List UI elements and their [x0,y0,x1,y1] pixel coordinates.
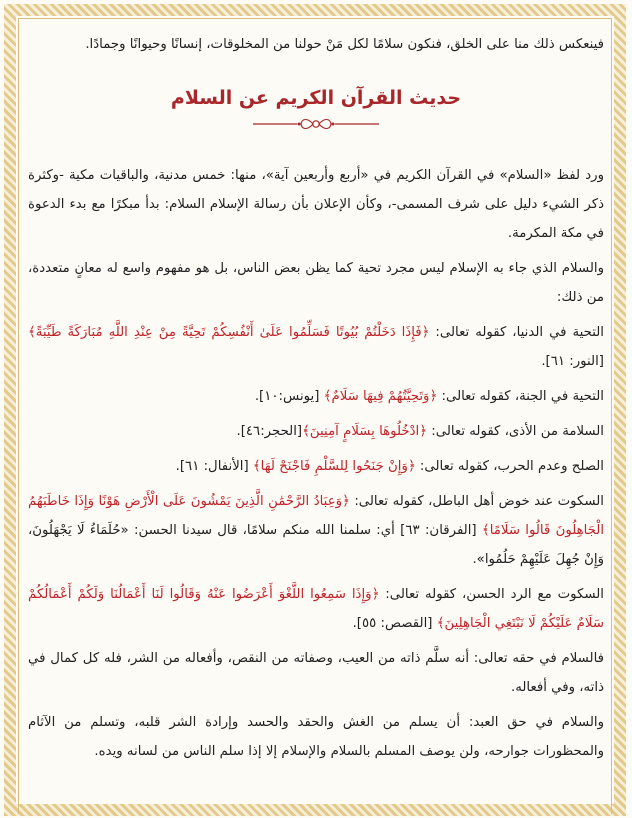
verse-reference: [الأنفال: ٦١]. [175,459,253,474]
paragraph-peace-treaty [28,452,604,481]
verse-reference: [يونس:١٠]. [254,389,324,404]
floral-divider-icon [28,117,604,131]
paragraph-good-reply [28,580,604,638]
verse-reference: [القصص: ٥٥]. [352,616,437,631]
paragraph-meanings-intro: والسلام الذي جاء به الإسلام ليس مجرد تحية كما يظن بعض الناس، بل هو مفهوم واسع له معانٍ متعددة، من ذلك: [28,261,604,305]
paragraph-word-count: ورد لفظ «السلام» في القرآن الكريم في «أربع وأربعين آية»، منها: خمس مدنية، والباقيات مكية -وكثرة ذكر الشيء دليل على شرف المسمى-، وكأن الإعلان بأن رسالة الإسلام السلام: بدأ مبكرًا مع بدء الدعوة في مكة المكرمة. [28,168,604,241]
paragraph-greeting-paradise [28,382,604,411]
quran-verse: ﴿ادْخُلُوهَا بِسَلَامٍ آمِنِينَ﴾ [302,424,428,439]
quran-verse: ﴿فَإِذَا دَخَلْتُمْ بُيُوتًا فَسَلِّمُوا عَلَىٰ أَنْفُسِكُمْ تَحِيَّةً مِنْ عِنْدِ اللَّهِ مُبَارَكَةً طَيِّبَةً﴾ [28,325,430,340]
quran-verse: ﴿وَعِبَادُ الرَّحْمَٰنِ الَّذِينَ يَمْشُونَ عَلَى الْأَرْضِ هَوْنًا وَإِذَا خَاطَبَهُمُ الْجَاهِلُونَ قَالُوا سَلَامًا﴾ [28,494,605,538]
text: السلامة من الأذى، كقوله تعالى: [427,424,604,439]
text: السكوت عند خوض أهل الباطل، كقوله تعالى: [349,494,604,509]
paragraph-peace-servant: والسلام في حق العبد: أن يسلم من الغش والحقد والحسد وإرادة الشر قلبه، وتسلم من الآثام والمحظورات جوارحه، ولن يوصف المسلم بالسلام والإسلام إلا إذا سلم الناس من لسانه ويده. [28,715,604,759]
text: السكوت مع الرد الحسن، كقوله تعالى: [379,587,604,602]
text: التحية في الجنة، كقوله تعالى: [437,389,604,404]
verse-reference: [النور: ٦١]. [541,354,604,369]
quran-verse: ﴿وَإِنْ جَنَحُوا لِلسَّلْمِ فَاجْنَحْ لَهَا﴾ [252,459,416,474]
verse-reference: [الحجر:٤٦]. [236,424,303,439]
document-page [28,30,604,818]
verse-reference: [الفرقان: ٦٣] أي: سلمنا الله منكم سلامًا، قال سيدنا الحسن: [128,523,482,538]
section-title: حديث القرآن الكريم عن السلام [170,87,462,109]
paragraph-safety [28,417,604,446]
text: الصلح وعدم الحرب، كقوله تعالى: [415,459,604,474]
quran-verse: ﴿وَإِذَا سَمِعُوا اللَّغْوَ أَعْرَضُوا عَنْهُ وَقَالُوا لَنَا أَعْمَالُنَا وَلَكُمْ أَعْمَالُكُمْ سَلَامٌ عَلَيْكُمْ لَا نَبْتَغِي الْجَاهِلِينَ﴾ [28,587,604,631]
paragraph-silence [28,487,604,574]
intro-line: فينعكس ذلك منا على الخلق، فنكون سلامًا لكل مَنْ حولنا من المخلوقات، إنسانًا وحيوانًا وجمادًا. [85,37,604,52]
paragraph-peace-god: فالسلام في حقه تعالى: أنه سلَّم ذاته من العيب، وصفاته من النقص، وأفعاله من الشر، فله كل كمال في ذاته، وفي أفعاله. [28,651,604,695]
hadith-quote: «حُلَمَاءُ لَا يَجْهَلُونَ، وَإِنْ جُهِلَ عَلَيْهِمْ حَلُمُوا». [28,523,604,567]
text: التحية في الدنيا، كقوله تعالى: [429,325,604,340]
quran-verse: ﴿وَتَحِيَّتُهُمْ فِيهَا سَلَامٌ﴾ [323,389,438,404]
paragraph-greeting-world [28,318,604,376]
